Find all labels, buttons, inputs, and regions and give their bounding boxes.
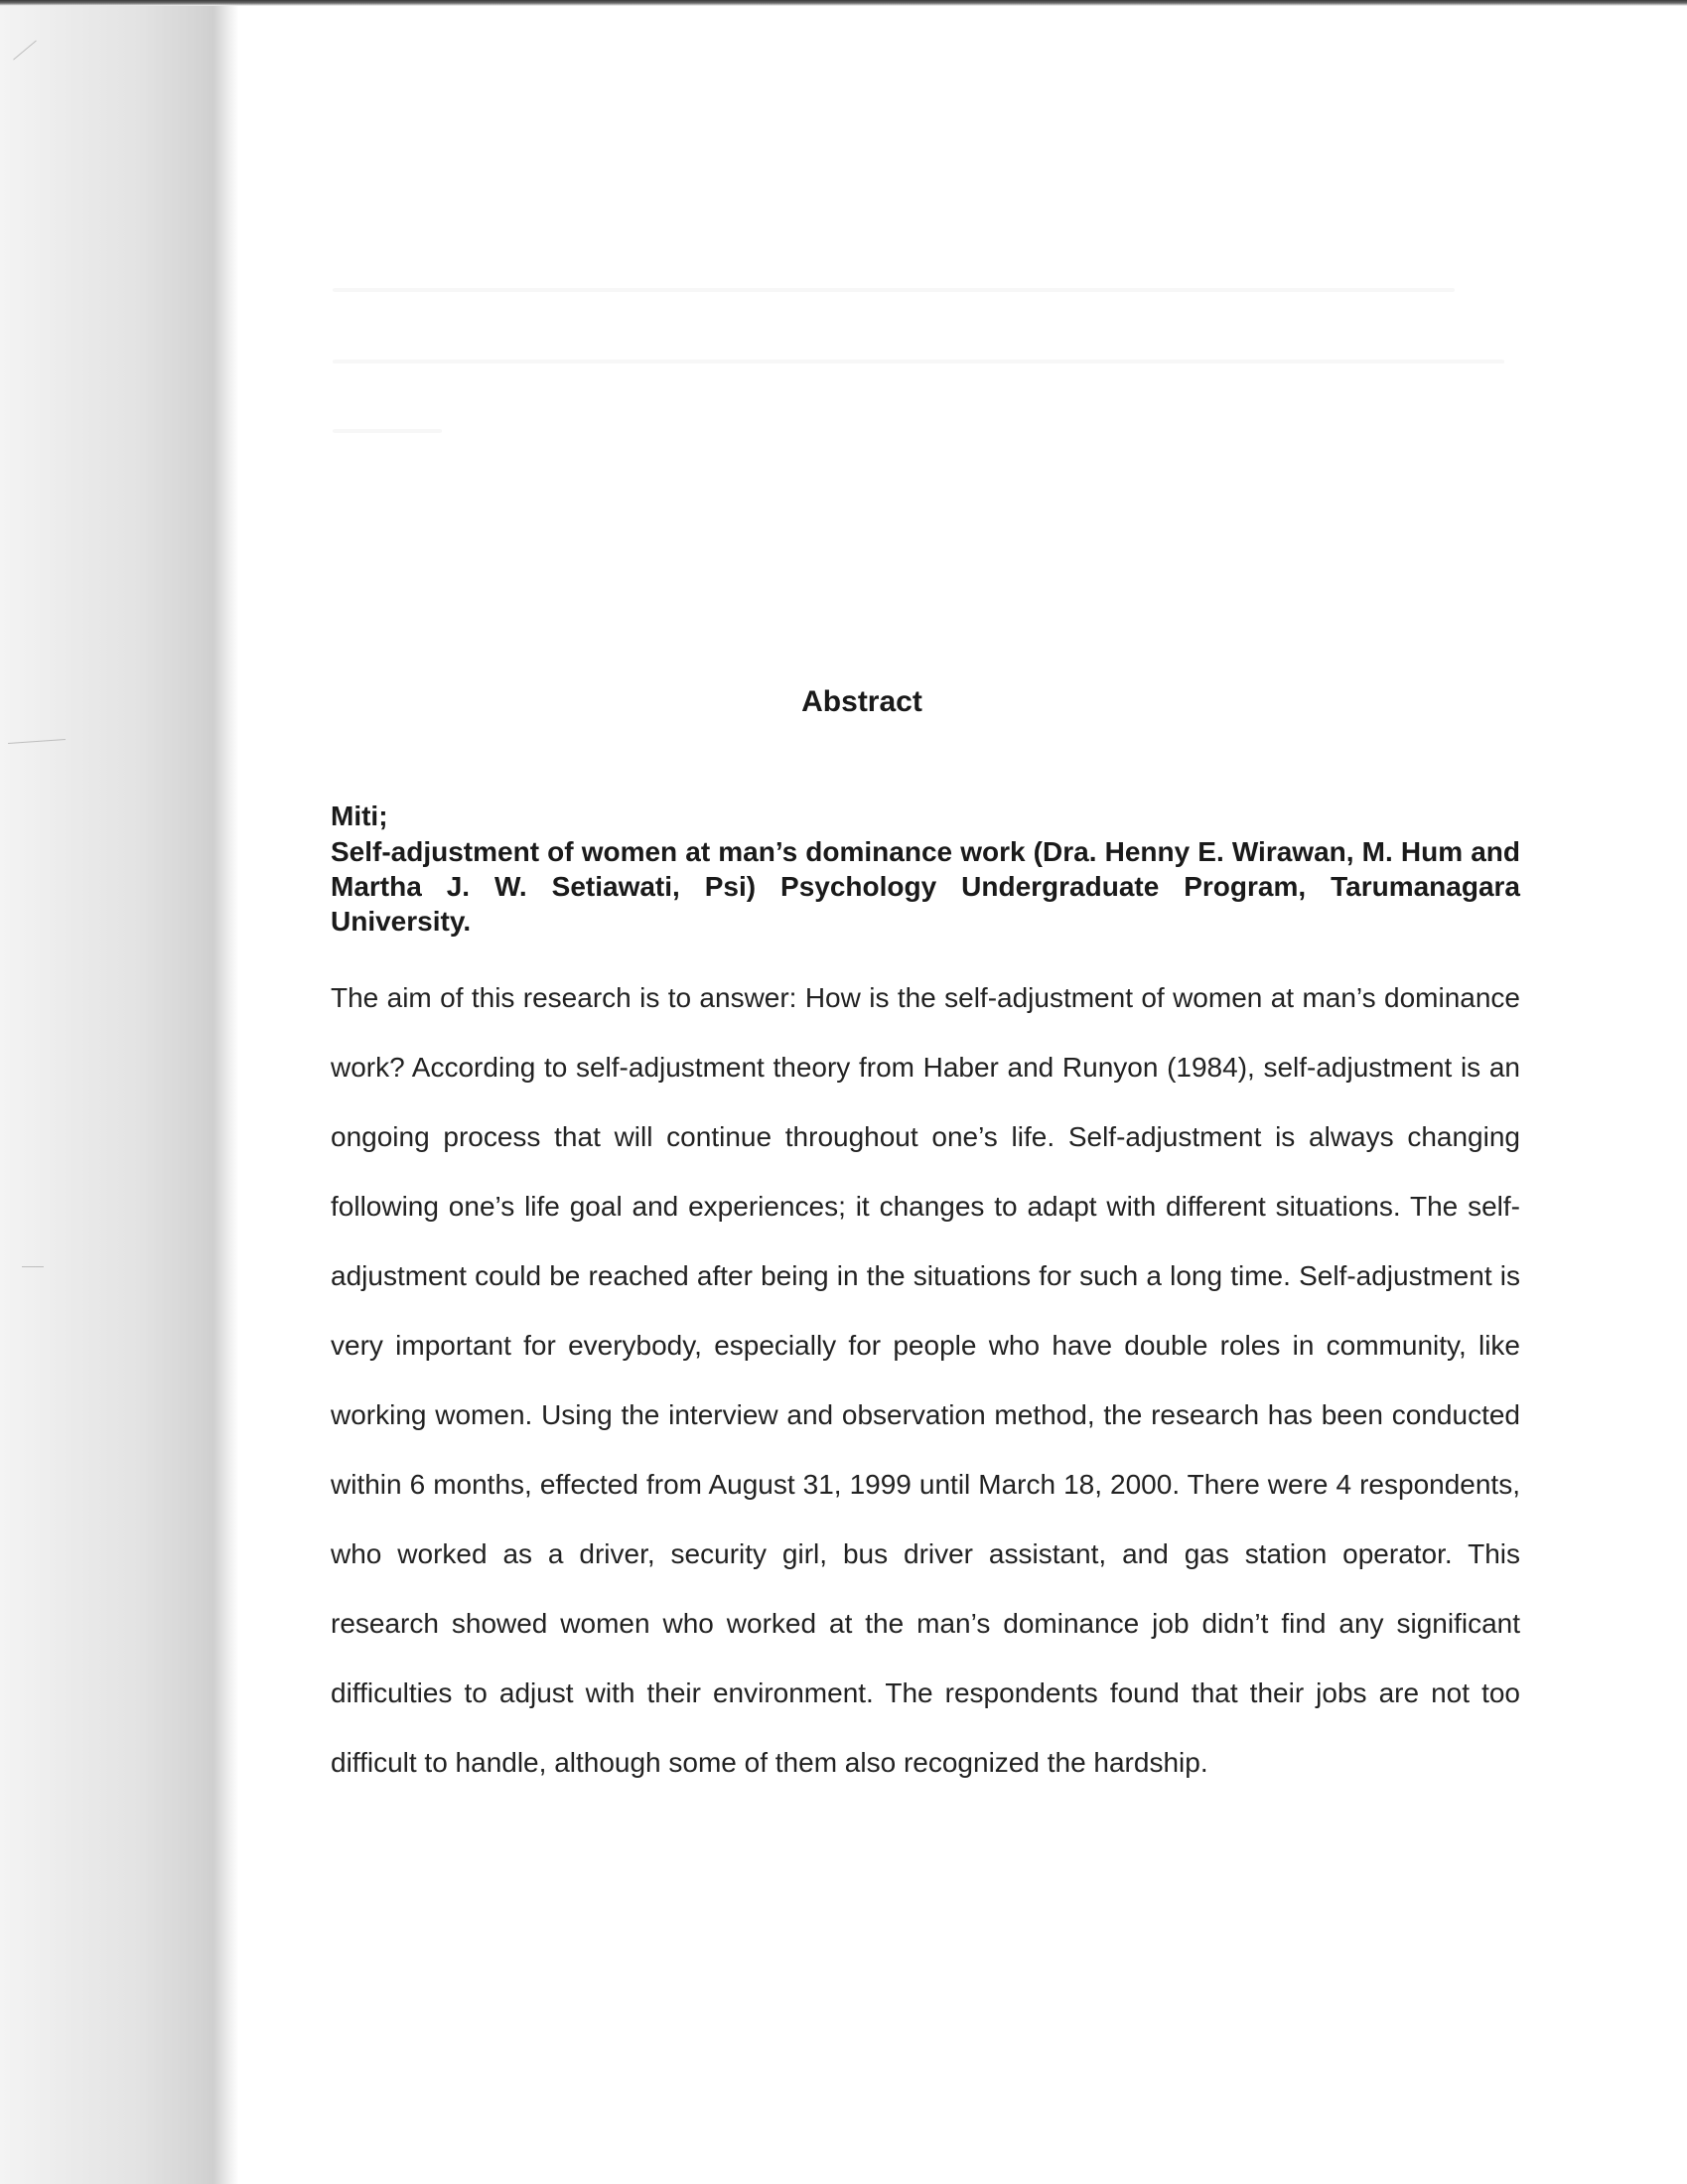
author-name: Miti; — [331, 801, 388, 831]
abstract-heading: Abstract — [801, 685, 922, 718]
bleed-through-line — [333, 288, 1455, 292]
page-top-edge — [0, 0, 1687, 6]
bleed-through-line — [333, 360, 1504, 364]
book-gutter-shadow — [0, 0, 238, 2184]
scan-mark — [22, 1266, 44, 1267]
abstract-body: The aim of this research is to answer: How is the self-adjustment of women at man’s dominance work? According to self-adjustment theory from Haber and Runyon (1984), self-adjustment is an ongoing process that will continue throughout one’s life. Self-adjustment is always changing following one’s life goal and experiences; it changes to adapt with different situations. The self-adjustment could be reached after being in the situations for such a long time. Self-adjustment is very important for everybody, especially for people who have double roles in community, like working women. Using the interview and observation method, the research has been conducted within 6 months, effected from August 31, 1999 until March 18, 2000. There were 4 respondents, who worked as a driver, security girl, bus driver assistant, and gas station operator. This research showed women who worked at the man’s dominance job didn’t find any significant difficulties to adjust with their environment. The respondents found that their jobs are not too difficult to handle, although some of them also recognized the hardship. — [331, 982, 1520, 1778]
bleed-through-line — [333, 429, 442, 433]
citation-block: Self-adjustment of women at man’s dominance work (Dra. Henny E. Wirawan, M. Hum and Martha J. W. Setiawati, Psi) Psychology Undergraduate Program, Tarumanagara University. — [331, 836, 1520, 937]
